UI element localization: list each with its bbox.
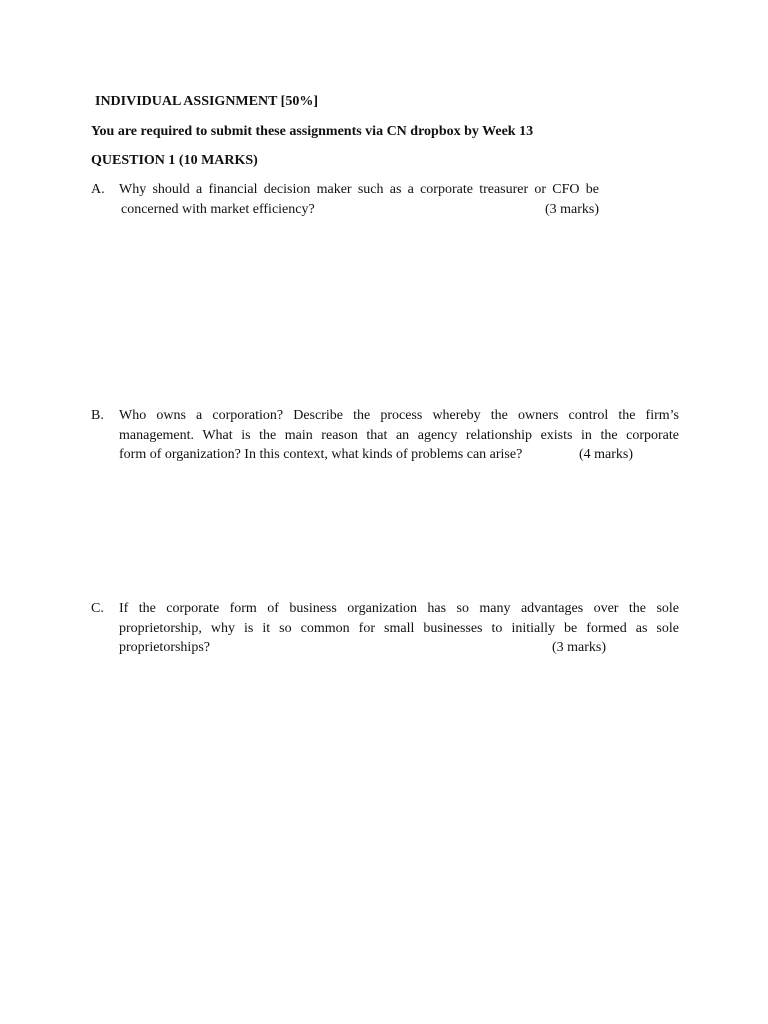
question-heading: QUESTION 1 (10 MARKS) xyxy=(91,153,258,168)
part-label: B. xyxy=(91,408,104,423)
part-marks: (3 marks) xyxy=(552,640,607,655)
part-text-line: concerned with market efficiency? xyxy=(121,202,315,217)
assignment-title: INDIVIDUAL ASSIGNMENT [50%] xyxy=(95,94,319,109)
part-text-line: If the corporate form of business organization has so many advantages over the sole xyxy=(119,601,679,616)
part-text-line: form of organization? In this context, what kinds of problems can arise? xyxy=(119,447,523,462)
part-text-line: proprietorships? xyxy=(119,640,210,655)
part-text xyxy=(119,180,599,200)
submission-instruction: You are required to submit these assignments via CN dropbox by Week 13 xyxy=(91,124,534,139)
part-marks: (4 marks) xyxy=(579,447,634,462)
part-text-line: management. What is the main reason that an agency relationship exists in the corporate xyxy=(119,427,679,443)
part-label: A. xyxy=(91,182,105,197)
part-label: C. xyxy=(91,601,104,616)
part-marks: (3 marks) xyxy=(545,202,600,217)
part-text-line: proprietorship, why is it so common for small businesses to initially be formed as sole xyxy=(119,620,679,636)
part-text xyxy=(119,599,679,638)
part-text-line: Why should a financial decision maker such as a corporate treasurer or CFO be xyxy=(119,182,599,197)
part-text xyxy=(119,406,679,445)
part-text-line: Who owns a corporation? Describe the process whereby the owners control the firm’s xyxy=(119,408,679,423)
